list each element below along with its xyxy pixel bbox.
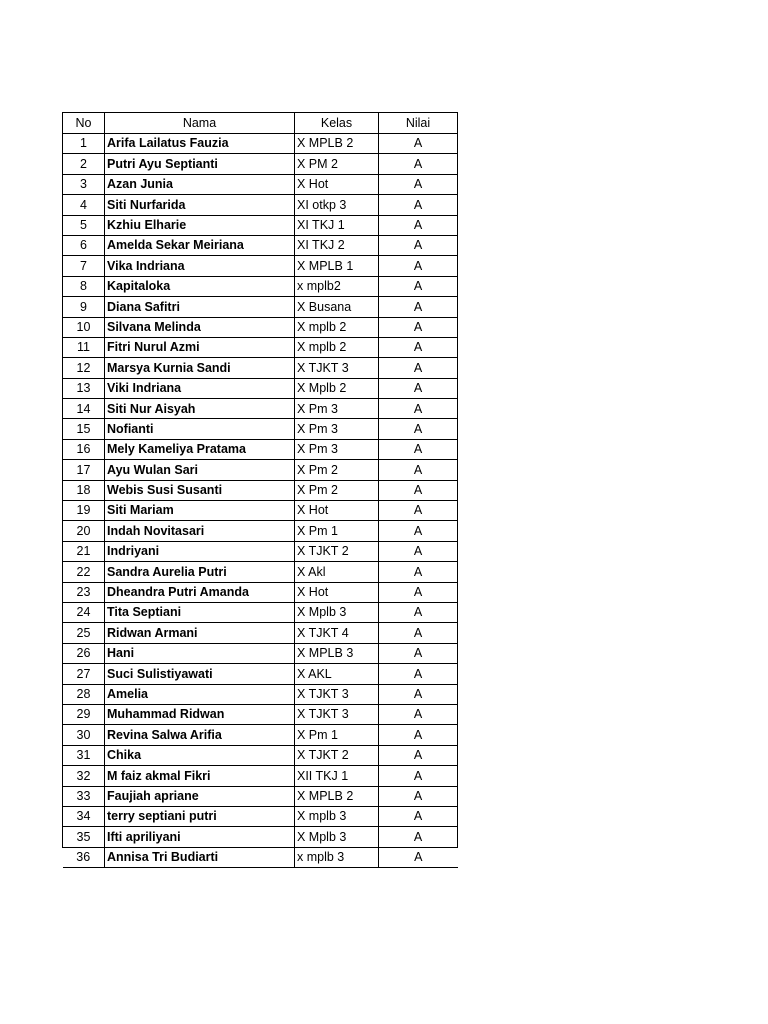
cell-no: 21 [63,541,105,561]
cell-no: 6 [63,235,105,255]
cell-nilai: A [379,174,458,194]
table-row [63,256,458,276]
table-row [63,276,458,296]
cell-no: 30 [63,725,105,745]
cell-no: 3 [63,174,105,194]
cell-nilai: A [379,317,458,337]
cell-nama: Indah Novitasari [105,521,295,541]
cell-no: 22 [63,562,105,582]
cell-nama: Marsya Kurnia Sandi [105,358,295,378]
cell-nama: Siti Nur Aisyah [105,399,295,419]
cell-nama: Suci Sulistiyawati [105,664,295,684]
cell-kelas: X Mplb 3 [295,827,379,847]
cell-no: 29 [63,704,105,724]
cell-kelas: X mplb 2 [295,317,379,337]
cell-kelas: X Busana [295,297,379,317]
cell-no: 36 [63,847,105,867]
cell-nilai: A [379,215,458,235]
cell-nama: Siti Nurfarida [105,195,295,215]
cell-no: 12 [63,358,105,378]
cell-kelas: X Pm 3 [295,419,379,439]
cell-kelas: X TJKT 3 [295,684,379,704]
cell-no: 18 [63,480,105,500]
cell-no: 16 [63,439,105,459]
cell-no: 10 [63,317,105,337]
cell-nama: Amelia [105,684,295,704]
cell-nama: Hani [105,643,295,663]
table-row [63,174,458,194]
cell-kelas: XI TKJ 2 [295,235,379,255]
cell-kelas: X TJKT 2 [295,745,379,765]
header-row [63,113,458,134]
cell-no: 23 [63,582,105,602]
table-row [63,745,458,765]
cell-kelas: X Hot [295,174,379,194]
cell-nama: Ridwan Armani [105,623,295,643]
cell-kelas: X Pm 1 [295,725,379,745]
cell-kelas: X AKL [295,664,379,684]
table-row [63,684,458,704]
header-no: No [63,113,105,134]
table-row [63,134,458,154]
cell-nama: Muhammad Ridwan [105,704,295,724]
table-row [63,582,458,602]
cell-nilai: A [379,134,458,154]
cell-nilai: A [379,276,458,296]
cell-no: 33 [63,786,105,806]
cell-nama: Kapitaloka [105,276,295,296]
cell-kelas: X TJKT 4 [295,623,379,643]
table-row [63,623,458,643]
cell-kelas: XI otkp 3 [295,195,379,215]
cell-kelas: X Hot [295,582,379,602]
cell-nilai: A [379,297,458,317]
cell-no: 27 [63,664,105,684]
cell-nama: Nofianti [105,419,295,439]
table-row [63,480,458,500]
cell-nilai: A [379,623,458,643]
cell-nama: Viki Indriana [105,378,295,398]
cell-no: 11 [63,337,105,357]
table-row [63,704,458,724]
cell-nilai: A [379,582,458,602]
cell-nilai: A [379,602,458,622]
table-row [63,337,458,357]
table-row [63,766,458,786]
cell-no: 7 [63,256,105,276]
cell-nama: Arifa Lailatus Fauzia [105,134,295,154]
cell-nilai: A [379,725,458,745]
cell-nilai: A [379,643,458,663]
cell-no: 35 [63,827,105,847]
table-row [63,215,458,235]
cell-kelas: X mplb 3 [295,806,379,826]
cell-nilai: A [379,806,458,826]
table-row [63,358,458,378]
table-row [63,399,458,419]
cell-nama: Putri Ayu Septianti [105,154,295,174]
cell-nama: Sandra Aurelia Putri [105,562,295,582]
cell-no: 34 [63,806,105,826]
table-row [63,317,458,337]
cell-no: 24 [63,602,105,622]
cell-nilai: A [379,786,458,806]
cell-nama: Dheandra Putri Amanda [105,582,295,602]
cell-kelas: x mplb2 [295,276,379,296]
cell-nilai: A [379,399,458,419]
cell-kelas: X Pm 2 [295,460,379,480]
table-row [63,643,458,663]
header-nama: Nama [105,113,295,134]
cell-no: 17 [63,460,105,480]
table-row [63,154,458,174]
cell-kelas: X PM 2 [295,154,379,174]
cell-nama: Amelda Sekar Meiriana [105,235,295,255]
cell-kelas: X mplb 2 [295,337,379,357]
cell-kelas: X Hot [295,501,379,521]
cell-nama: Tita Septiani [105,602,295,622]
cell-kelas: X Pm 3 [295,439,379,459]
table-row [63,786,458,806]
cell-no: 25 [63,623,105,643]
table-row [63,725,458,745]
table-row [63,419,458,439]
cell-nama: terry septiani putri [105,806,295,826]
cell-kelas: X Pm 3 [295,399,379,419]
cell-nilai: A [379,501,458,521]
cell-kelas: X TJKT 3 [295,704,379,724]
cell-no: 8 [63,276,105,296]
cell-kelas: X MPLB 2 [295,134,379,154]
table-row [63,439,458,459]
cell-nama: Azan Junia [105,174,295,194]
table-row [63,501,458,521]
cell-no: 26 [63,643,105,663]
cell-no: 1 [63,134,105,154]
cell-kelas: X MPLB 2 [295,786,379,806]
table-row [63,847,458,867]
grade-table [62,112,458,868]
cell-nilai: A [379,684,458,704]
table-body [63,134,458,868]
cell-nilai: A [379,460,458,480]
cell-nilai: A [379,419,458,439]
cell-nilai: A [379,195,458,215]
cell-nilai: A [379,480,458,500]
cell-kelas: X MPLB 1 [295,256,379,276]
cell-kelas: X TJKT 2 [295,541,379,561]
cell-no: 20 [63,521,105,541]
cell-kelas: X Akl [295,562,379,582]
cell-nama: Annisa Tri Budiarti [105,847,295,867]
table-row [63,562,458,582]
cell-nama: Siti Mariam [105,501,295,521]
table-row [63,378,458,398]
cell-kelas: X MPLB 3 [295,643,379,663]
cell-nilai: A [379,358,458,378]
cell-no: 32 [63,766,105,786]
cell-no: 31 [63,745,105,765]
cell-no: 13 [63,378,105,398]
cell-nama: Indriyani [105,541,295,561]
cell-nama: M faiz akmal Fikri [105,766,295,786]
table-row [63,602,458,622]
cell-nama: Ayu Wulan Sari [105,460,295,480]
header-nilai: Nilai [379,113,458,134]
cell-nilai: A [379,256,458,276]
cell-nilai: A [379,541,458,561]
cell-kelas: X Mplb 2 [295,378,379,398]
cell-kelas: X Pm 1 [295,521,379,541]
cell-kelas: x mplb 3 [295,847,379,867]
cell-kelas: XI TKJ 1 [295,215,379,235]
cell-no: 15 [63,419,105,439]
cell-nilai: A [379,562,458,582]
table-header [63,113,458,134]
cell-nama: Faujiah apriane [105,786,295,806]
cell-nama: Kzhiu Elharie [105,215,295,235]
cell-nilai: A [379,704,458,724]
cell-nilai: A [379,664,458,684]
table-row [63,460,458,480]
cell-no: 28 [63,684,105,704]
cell-nilai: A [379,378,458,398]
cell-nama: Mely Kameliya Pratama [105,439,295,459]
table-row [63,297,458,317]
cell-no: 5 [63,215,105,235]
cell-kelas: XII TKJ 1 [295,766,379,786]
cell-nama: Fitri Nurul Azmi [105,337,295,357]
cell-nama: Diana Safitri [105,297,295,317]
cell-nama: Silvana Melinda [105,317,295,337]
cell-kelas: X Pm 2 [295,480,379,500]
cell-nama: Webis Susi Susanti [105,480,295,500]
cell-nilai: A [379,521,458,541]
cell-nama: Revina Salwa Arifia [105,725,295,745]
table-row [63,521,458,541]
cell-no: 2 [63,154,105,174]
table-row [63,235,458,255]
table-row [63,827,458,847]
header-kelas: Kelas [295,113,379,134]
spreadsheet-page [62,112,457,868]
cell-nilai: A [379,337,458,357]
cell-no: 4 [63,195,105,215]
cell-nilai: A [379,235,458,255]
cell-no: 14 [63,399,105,419]
cell-nilai: A [379,439,458,459]
cell-nama: Chika [105,745,295,765]
cell-kelas: X TJKT 3 [295,358,379,378]
cell-nilai: A [379,766,458,786]
table-row [63,806,458,826]
cell-kelas: X Mplb 3 [295,602,379,622]
cell-no: 9 [63,297,105,317]
table-row [63,541,458,561]
cell-nilai: A [379,827,458,847]
cell-nama: Vika Indriana [105,256,295,276]
table-row [63,195,458,215]
table-row [63,664,458,684]
cell-no: 19 [63,501,105,521]
cell-nilai: A [379,745,458,765]
cell-nilai: A [379,154,458,174]
cell-nilai: A [379,847,458,867]
cell-nama: Ifti apriliyani [105,827,295,847]
